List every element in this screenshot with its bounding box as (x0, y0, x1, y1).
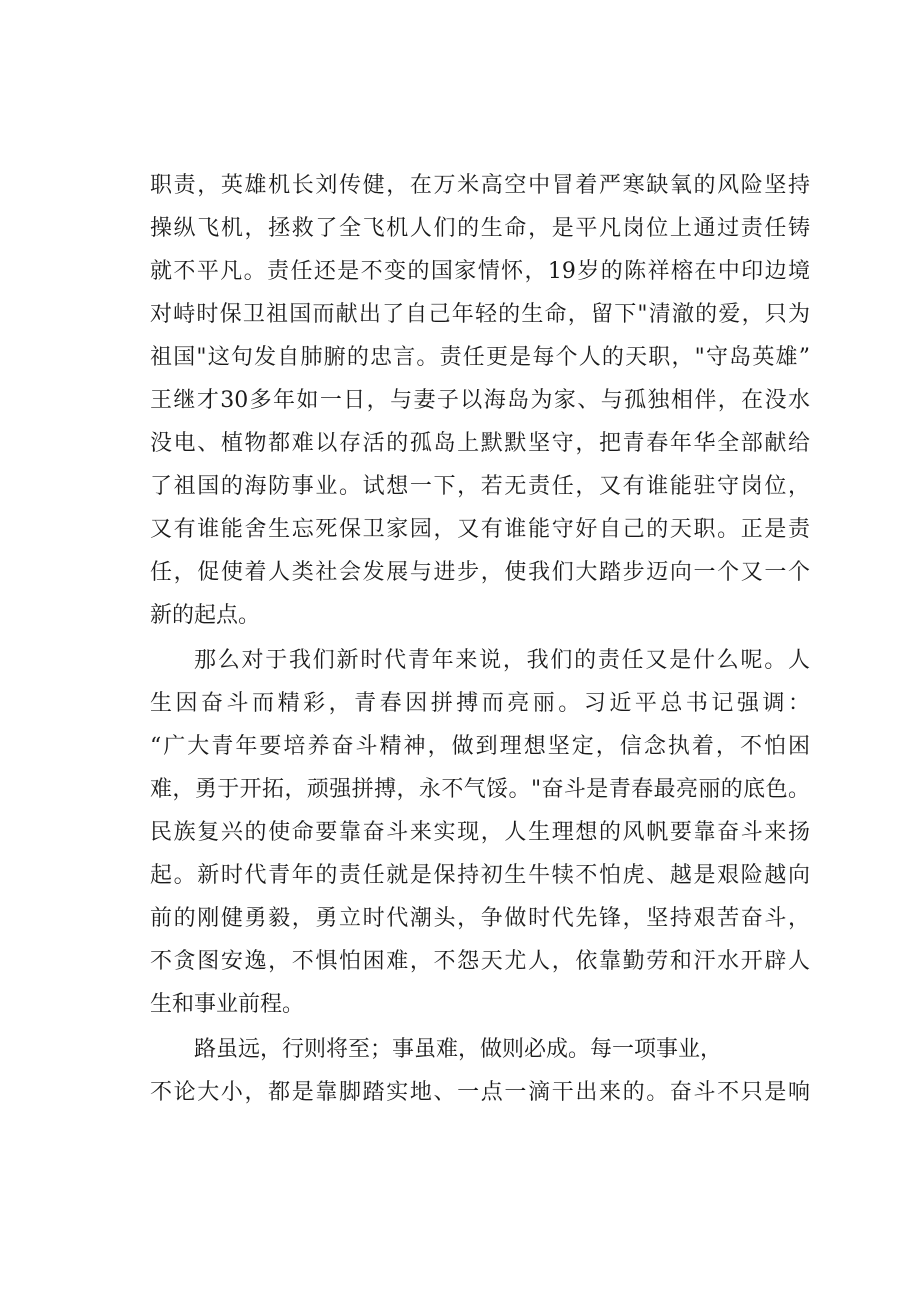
text-line: “广大青年要培养奋斗精神，做到理想坚定，信念执着，不怕困 (150, 734, 810, 759)
text-line: 任，促使着人类社会发展与进步，使我们大踏步迈向一个又一个 (150, 560, 810, 585)
text-line: 新的起点。 (150, 603, 261, 628)
text-line: 民族复兴的使命要靠奋斗来实现，人生理想的风帆要靠奋斗来扬 (150, 820, 810, 845)
text-line: 没电、植物都难以存活的孤岛上默默坚守，把青春年华全部献给 (150, 431, 810, 456)
text-line: 生因奋斗而精彩，青春因拼搏而亮丽。习近平总书记强调： (150, 691, 810, 716)
text-line: 难，勇于开拓，顽强拼搏，永不气馁。"奋斗是青春最亮丽的底色。 (150, 777, 810, 802)
text-line: 就不平凡。责任还是不变的国家情怀，19岁的陈祥榕在中印边境 (150, 259, 810, 284)
paragraph-2 (150, 639, 810, 1026)
text-line: 不论大小，都是靠脚踏实地、一点一滴干出来的。奋斗不只是响 (150, 1080, 810, 1105)
text-line: 了祖国的海防事业。试想一下，若无责任，又有谁能驻守岗位， (150, 474, 810, 499)
text-line: 起。新时代青年的责任就是保持初生牛犊不怕虎、越是艰险越向 (150, 863, 810, 888)
text-line: 职责，英雄机长刘传健，在万米高空中冒着严寒缺氧的风险坚持 (150, 173, 810, 198)
text-line: 路虽远，行则将至；事虽难，做则必成。每一项事业， (194, 1037, 723, 1062)
text-line: 王继才30多年如一日，与妻子以海岛为家、与孤独相伴，在没水 (150, 388, 810, 413)
text-line: 生和事业前程。 (150, 992, 305, 1017)
text-line: 对峙时保卫祖国而献出了自己年轻的生命，留下"清澈的爱，只为 (150, 302, 810, 327)
paragraph-3 (150, 1028, 810, 1114)
text-line: 又有谁能舍生忘死保卫家园，又有谁能守好自己的天职。正是责 (150, 517, 810, 542)
text-line: 不贪图安逸，不惧怕困难，不怨天尤人，依靠勤劳和汗水开辟人 (150, 949, 810, 974)
paragraph-1 (150, 164, 810, 637)
body-text (150, 164, 810, 1114)
text-line: 操纵飞机，拯救了全飞机人们的生命，是平凡岗位上通过责任铸 (150, 216, 810, 241)
text-line: 那么对于我们新时代青年来说，我们的责任又是什么呢。人 (194, 648, 810, 673)
text-line: 前的刚健勇毅，勇立时代潮头，争做时代先锋，坚持艰苦奋斗， (150, 906, 810, 931)
text-line: 祖国"这句发自肺腑的忠言。责任更是每个人的天职，"守岛英雄” (150, 345, 810, 370)
